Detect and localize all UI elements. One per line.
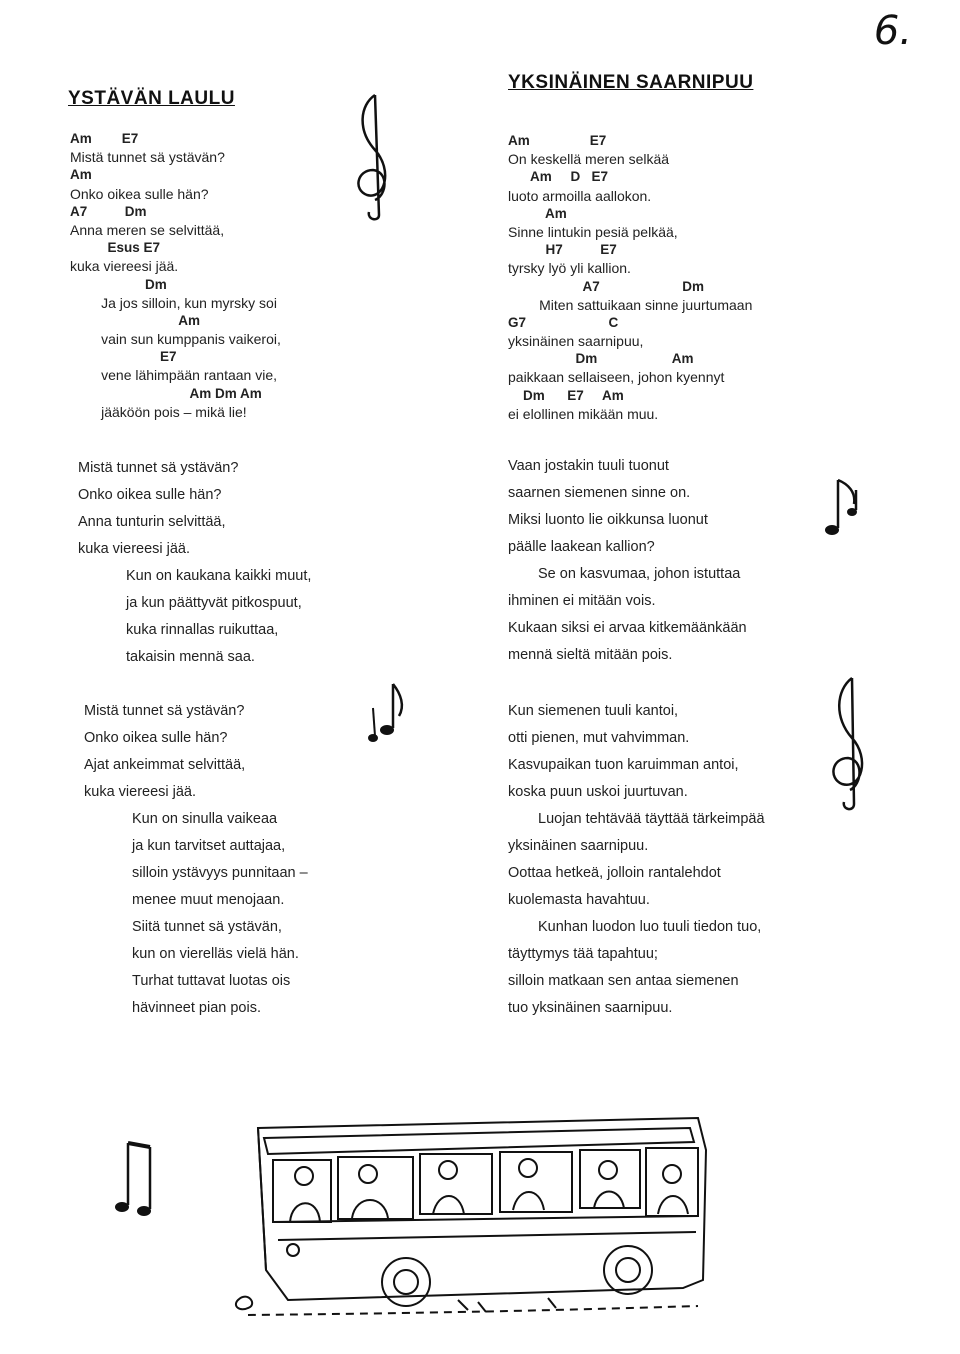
- passengers: [290, 1159, 688, 1222]
- lyric-line: Onko oikea sulle hän?: [84, 730, 228, 746]
- chord-line: Am D E7: [508, 169, 609, 185]
- lyric-line: Onko oikea sulle hän?: [70, 185, 209, 202]
- lyric-line: paikkaan sellaiseen, johon kyennyt: [508, 369, 725, 386]
- lyric-line: yksinäinen saarnipuu.: [508, 838, 649, 854]
- lyric-line: kuka rinnallas ruikuttaa,: [126, 622, 279, 638]
- lyric-line: ja kun tarvitset auttajaa,: [132, 838, 286, 854]
- lyric-line: kuka viereesi jää.: [84, 784, 197, 800]
- lyric-line: täyttymys tää tapahtuu;: [508, 946, 658, 962]
- lyric-line: Ajat ankeimmat selvittää,: [84, 757, 246, 773]
- chord-line: A7 Dm: [70, 203, 147, 219]
- chord-line: Am: [70, 167, 92, 183]
- left-verse-2: [78, 455, 311, 671]
- lyric-line: Miksi luonto lie oikkunsa luonut: [508, 512, 708, 528]
- lyric-line: Ja jos silloin, kun myrsky soi: [70, 294, 277, 311]
- lyric-line: Sinne lintukin pesiä pelkää,: [508, 223, 678, 240]
- lyric-line: ei elollinen mikään muu.: [508, 405, 659, 422]
- lyric-line: menee muut menojaan.: [132, 892, 285, 908]
- lyric-line: tuo yksinäinen saarnipuu.: [508, 1000, 673, 1016]
- lyric-line: takaisin mennä saa.: [126, 649, 255, 665]
- left-chord-sheet: [70, 130, 281, 421]
- chord-line: E7: [70, 349, 177, 365]
- lyric-line: luoto armoilla aallokon.: [508, 187, 652, 204]
- lyric-line: ja kun päättyvät pitkospuut,: [126, 595, 302, 611]
- left-song-title: YSTÄVÄN LAULU: [68, 88, 235, 109]
- eighth-note-icon: [365, 678, 410, 748]
- lyric-line: silloin matkaan sen antaa siemenen: [508, 973, 739, 989]
- lyric-line: Mistä tunnet sä ystävän?: [84, 703, 245, 719]
- chord-line: A7 Dm: [508, 278, 705, 294]
- lyric-line: Siitä tunnet sä ystävän,: [132, 919, 282, 935]
- lyric-line: Luojan tehtävää täyttää tärkeimpää: [538, 811, 765, 827]
- lyric-line: Kun on sinulla vaikeaa: [132, 811, 278, 827]
- left-verse-3: [84, 698, 308, 1022]
- chord-line: G7 C: [508, 314, 619, 330]
- lyric-line: Onko oikea sulle hän?: [78, 487, 222, 503]
- chord-line: H7 E7: [508, 242, 617, 258]
- right-verse-3: [508, 698, 765, 1022]
- lyric-line: Mistä tunnet sä ystävän?: [78, 460, 239, 476]
- lyric-line: hävinneet pian pois.: [132, 1000, 261, 1016]
- chord-line: Am: [508, 205, 567, 221]
- lyric-line: vain sun kumppanis vaikeroi,: [70, 331, 281, 348]
- lyric-line: ihminen ei mitään vois.: [508, 593, 656, 609]
- bus-windows: [273, 1148, 698, 1222]
- lyric-line: Anna tunturin selvittää,: [78, 514, 226, 530]
- lyric-line: kun on vierelläs vielä hän.: [132, 946, 299, 962]
- lyric-line: jääköön pois – mikä lie!: [70, 403, 247, 420]
- lyric-line: Anna meren se selvittää,: [70, 221, 225, 238]
- lyric-line: kuolemasta havahtuu.: [508, 892, 650, 908]
- page-number: 6.: [873, 8, 912, 54]
- lyric-line: Kun on kaukana kaikki muut,: [126, 568, 312, 584]
- chord-line: Am E7: [508, 133, 607, 148]
- lyric-line: Vaan jostakin tuuli tuonut: [508, 458, 669, 474]
- lyric-line: Miten sattuikaan sinne juurtumaan: [508, 296, 753, 313]
- right-verse-2: [508, 453, 747, 669]
- lyric-line: tyrsky lyö yli kallion.: [508, 260, 631, 277]
- lyric-line: Kun siemenen tuuli kantoi,: [508, 703, 679, 719]
- chord-line: Am E7: [70, 131, 139, 146]
- lyric-line: Turhat tuttavat luotas ois: [132, 973, 291, 989]
- lyric-line: silloin ystävyys punnitaan –: [132, 865, 308, 881]
- chord-line: Am Dm Am: [70, 385, 262, 401]
- eighth-note-icon: [820, 470, 870, 550]
- lyric-line: mennä sieltä mitään pois.: [508, 647, 673, 663]
- lyric-line: Kunhan luodon luo tuuli tiedon tuo,: [538, 919, 762, 935]
- lyric-line: On keskellä meren selkää: [508, 151, 670, 168]
- lyric-line: Mistä tunnet sä ystävän?: [70, 149, 225, 166]
- chord-line: Dm E7 Am: [508, 387, 624, 403]
- chord-line: Dm Am: [508, 351, 694, 367]
- treble-clef-icon: [345, 90, 405, 220]
- right-chord-sheet: [508, 132, 752, 423]
- lyric-line: otti pienen, mut vahvimman.: [508, 730, 690, 746]
- lyric-line: kuka viereesi jää.: [78, 541, 191, 557]
- lyric-line: Kasvupaikan tuon karuimman antoi,: [508, 757, 739, 773]
- chord-line: Am: [70, 312, 201, 328]
- bus-illustration: [228, 1110, 718, 1330]
- lyric-line: yksinäinen saarnipuu,: [508, 333, 644, 350]
- lyric-line: kuka viereesi jää.: [70, 258, 179, 275]
- beamed-notes-icon: [108, 1135, 168, 1225]
- lyric-line: Oottaa hetkeä, jolloin rantalehdot: [508, 865, 721, 881]
- lyric-line: Kukaan siksi ei arvaa kitkemäänkään: [508, 620, 747, 636]
- lyric-line: Se on kasvumaa, johon istuttaa: [538, 566, 741, 582]
- chord-line: Esus E7: [70, 240, 161, 256]
- lyric-line: päälle laakean kallion?: [508, 539, 655, 555]
- lyric-line: vene lähimpään rantaan vie,: [70, 367, 278, 384]
- right-song-title: YKSINÄINEN SAARNIPUU: [508, 72, 754, 93]
- lyric-line: koska puun uskoi juurtuvan.: [508, 784, 688, 800]
- chord-line: Dm: [70, 276, 167, 292]
- treble-clef-icon: [818, 672, 878, 812]
- lyric-line: saarnen siemenen sinne on.: [508, 485, 691, 501]
